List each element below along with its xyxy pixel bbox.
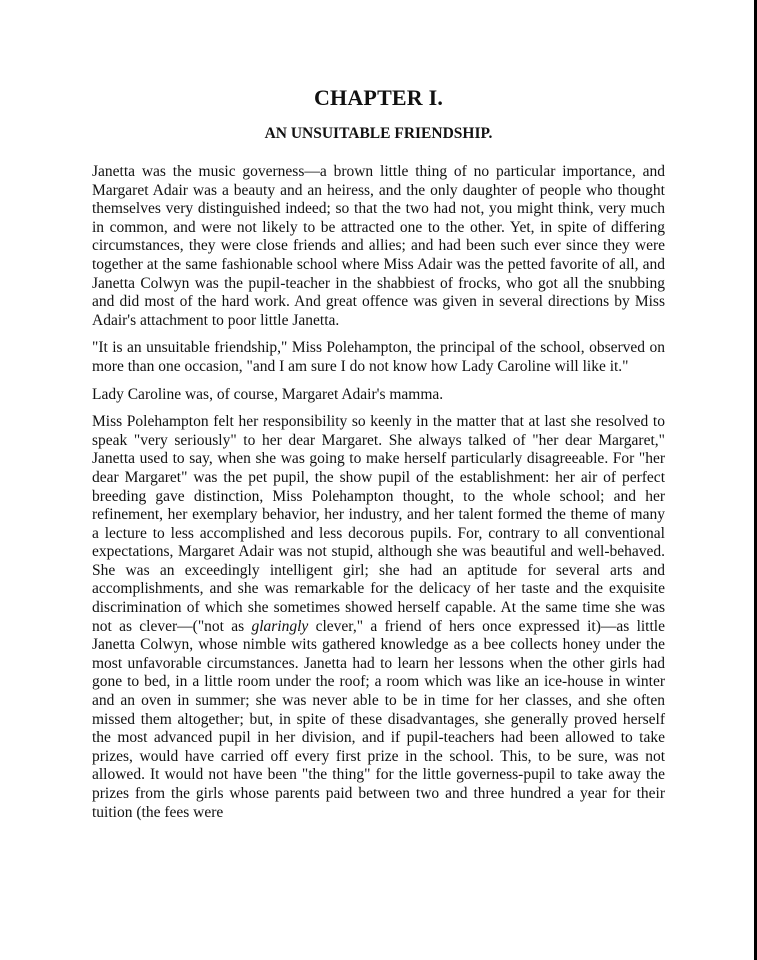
chapter-title: CHAPTER I. (313, 85, 444, 110)
chapter-subtitle: AN UNSUITABLE FRIENDSHIP. (264, 125, 493, 142)
chapter-body (92, 163, 665, 831)
paragraph-4 (92, 413, 665, 822)
paragraph-1: Janetta was the music governess—a brown little thing of no particular importance, and Margaret Adair was a beauty and an heiress, and the only daughter of people who thought themselves very distinguished indeed; so that the two had not, you might think, very much in common, and were not likely to be attracted one to the other. Yet, in spite of differing circumstances, they were close friends and allies; and had been such ever since they were together at the same fashionable school where Miss Adair was the petted favorite of all, and Janetta Colwyn was the pupil-teacher in the shabbiest of frocks, who got all the snubbing and did most of the hard work. And great offence was given in several directions by Miss Adair's attachment to poor little Janetta. (92, 163, 665, 329)
paragraph-3: Lady Caroline was, of course, Margaret Adair's mamma. (92, 385, 444, 403)
paragraph-4-text-b: clever," a friend of hers once expressed it)—as little Janetta Colwyn, whose nimble wits gathered knowledge as a bee collects honey under the most unfavorable circumstances. Janetta had to learn her lessons when the other girls had gone to bed, in a little room under the roof; a room which was like an ice-house in winter and an oven in summer; she was never able to be in time for her classes, and she often missed them altogether; but, in spite of these disadvantages, she generally proved herself the most advanced pupil in her division, and if pupil-teachers had been allowed to take prizes, would have carried off every first prize in the school. This, to be sure, was not allowed. It would not have been "the thing" for the little governess-pupil to take away the prizes from the girls whose parents paid between two and three hundred a year for their tuition (the fees were (92, 617, 665, 821)
paragraph-4-emphasis: glaringly (251, 617, 309, 635)
paragraph-2: "It is an unsuitable friendship," Miss Polehampton, the principal of the school, observed on more than one occasion, "and I am sure I do not know how Lady Caroline will like it." (92, 339, 665, 375)
paragraph-4-text-a: Miss Polehampton felt her responsibility so keenly in the matter that at last she resolved to speak "very seriously" to her dear Margaret. She always talked of "her dear Margaret," Janetta used to say, when she was going to make herself particularly disagreeable. For "her dear Margaret" was the pet pupil, the show pupil of the establishment: her air of perfect breeding gave distinction, Miss Polehampton thought, to the whole school; and her refinement, her exemplary behavior, her industry, and her talent formed the theme of many a lecture to less accomplished and less decorous pupils. For, contrary to all conventional expectations, Margaret Adair was not stupid, although she was beautiful and well-behaved. She was an exceedingly intelligent girl; she had an aptitude for several arts and accomplishments, and she was remarkable for the delicacy of her taste and the exquisite discrimination of which she sometimes showed herself capable. At the same time she was not as clever—("not as (92, 413, 665, 635)
